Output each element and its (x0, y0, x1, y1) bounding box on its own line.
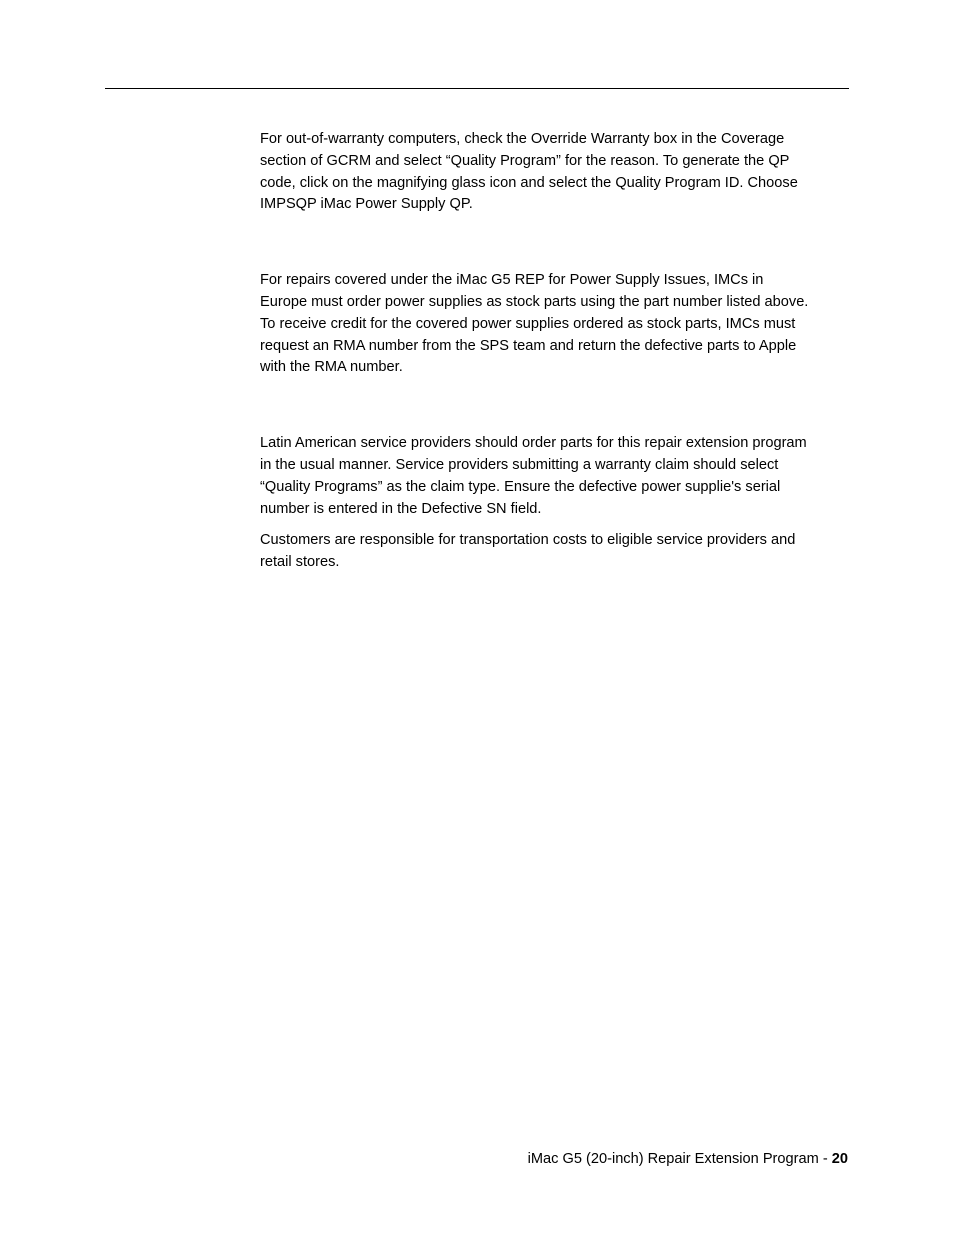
text-line: Europe must order power supplies as stock parts using the part number listed above. (260, 293, 809, 310)
text-line: request an RMA number from the SPS team and return the defective parts to Apple (260, 337, 797, 354)
section-spacer (260, 379, 852, 433)
paragraph-europe-imcs (260, 270, 852, 379)
text-line: retail stores. (260, 554, 340, 571)
text-line: For out-of-warranty computers, check the Override Warranty box in the Coverage (260, 131, 785, 147)
text-line: in the usual manner. Service providers submitting a warranty claim should select (260, 456, 779, 473)
footer-title: iMac G5 (20-inch) Repair Extension Program - (527, 1151, 832, 1167)
text-line: IMPSQP iMac Power Supply QP. (260, 196, 473, 213)
text-line: Customers are responsible for transportation costs to eligible service providers and (260, 532, 796, 549)
text-line: Latin American service providers should order parts for this repair extension program (260, 435, 807, 452)
text-line: “Quality Programs” as the claim type. Ensure the defective power supplie's serial (260, 478, 781, 495)
text-line: To receive credit for the covered power supplies ordered as stock parts, IMCs must (260, 315, 796, 332)
text-line: section of GCRM and select “Quality Program” for the reason. To generate the QP (260, 152, 790, 169)
page-footer (528, 1149, 848, 1169)
text-line: For repairs covered under the iMac G5 REP for Power Supply Issues, IMCs in (260, 272, 764, 289)
paragraph-customer-costs (260, 530, 852, 574)
text-line: with the RMA number. (260, 359, 403, 376)
paragraph-latin-america (260, 433, 852, 520)
section-spacer (260, 216, 852, 270)
document-body (260, 129, 852, 574)
text-line: code, click on the magnifying glass icon and select the Quality Program ID. Choose (260, 174, 798, 191)
paragraph-spacer (260, 520, 852, 530)
text-line: number is entered in the Defective SN field. (260, 500, 542, 517)
paragraph-out-of-warranty (260, 129, 852, 216)
header-rule (105, 88, 849, 89)
page-number: 20 (831, 1151, 848, 1167)
